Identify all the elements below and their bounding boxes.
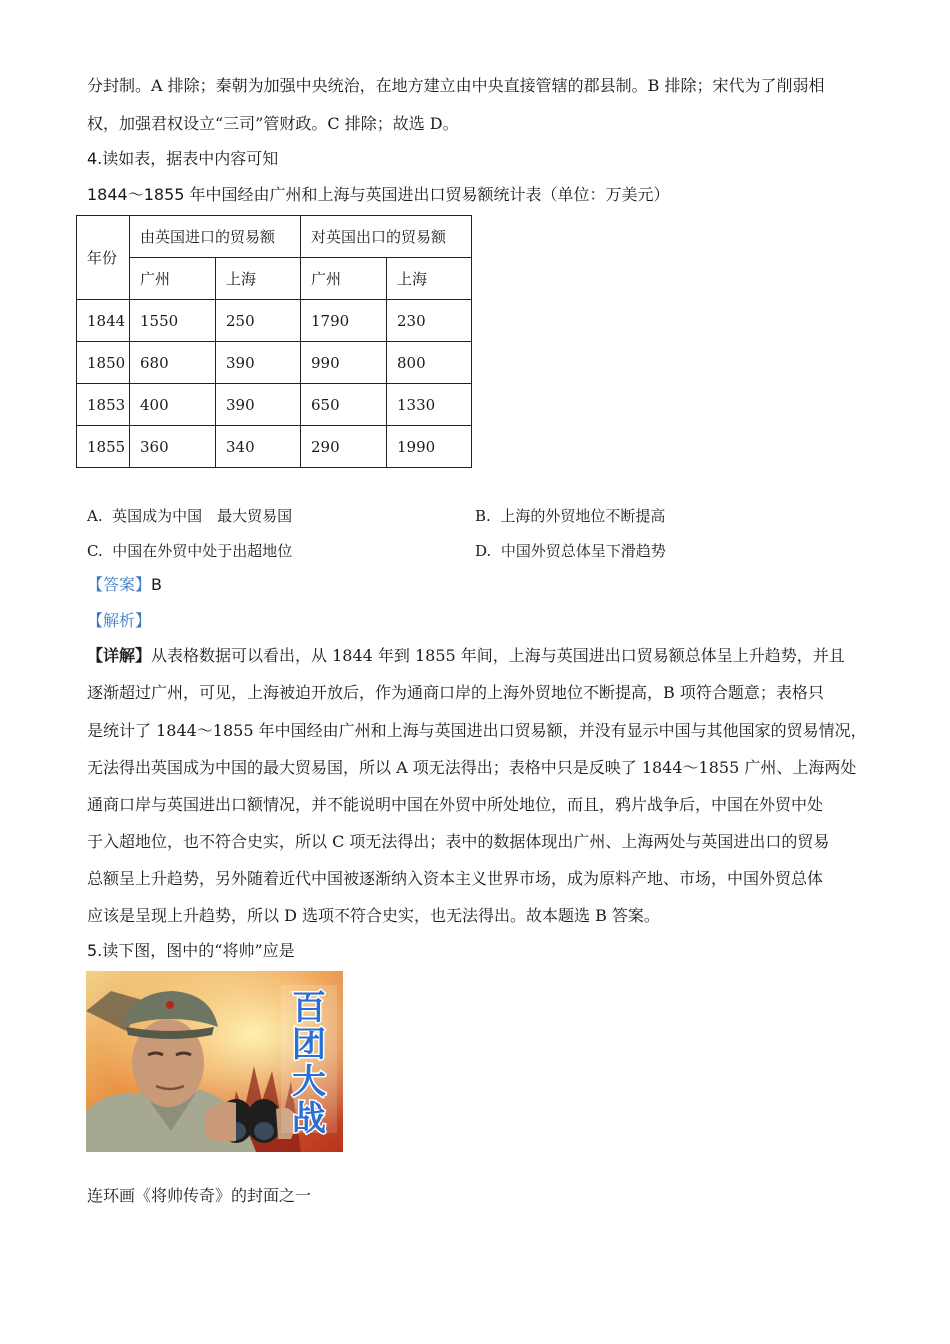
analysis-label: 【解析】: [87, 611, 152, 630]
table-cell: 680: [130, 342, 216, 384]
answer-line: [87, 574, 162, 596]
option-c-text: 中国在外贸中处于出超地位: [112, 542, 293, 560]
trade-table: [76, 215, 472, 468]
table-row: [77, 342, 472, 384]
option-c-letter: C.: [87, 542, 103, 560]
poster-title-char-3: 大: [292, 1062, 326, 1102]
poster-title-char-2: 团: [292, 1025, 326, 1065]
header-year: 年份: [77, 216, 130, 300]
option-b-text: 上海的外贸地位不断提高: [500, 507, 666, 525]
subheader-cell: 广州: [301, 258, 387, 300]
table-cell: 1850: [77, 342, 130, 384]
poster-title-char-4: 战: [292, 1099, 326, 1139]
question-number: 4.: [87, 149, 103, 168]
option-a-letter: A.: [87, 507, 103, 525]
table-subheader-row: [77, 258, 472, 300]
question-4-heading: [87, 148, 278, 170]
table-row: [77, 384, 472, 426]
table-cell: 340: [216, 426, 301, 468]
intro-line-1: 分封制。A 排除；秦朝为加强中央统治，在地方建立由中央直接管辖的郡县制。B 排除；宋代为了削弱相: [87, 76, 825, 95]
option-c: [87, 540, 292, 562]
table-cell: 390: [216, 384, 301, 426]
image-caption: 连环画《将帅传奇》的封面之一: [87, 1186, 312, 1205]
detail-line: 是统计了 1844～1855 年中国经由广州和上海与英国进出口贸易额，并没有显示中国与其他国家的贸易情况，: [87, 721, 867, 740]
poster-title-char-1: 百: [292, 988, 326, 1028]
table-title: [87, 184, 670, 206]
subheader-cell: 广州: [130, 258, 216, 300]
comic-cover-image: [86, 971, 343, 1152]
subheader-cell: 上海: [216, 258, 301, 300]
table-title-years: 1844～1855: [87, 185, 185, 204]
detail-line: 于入超地位，也不符合史实，所以 C 项无法得出；表中的数据体现出广州、上海两处与英国进出口的贸易: [87, 832, 830, 851]
option-b: [475, 505, 665, 527]
table-cell: 650: [301, 384, 387, 426]
table-cell: 360: [130, 426, 216, 468]
table-cell: 1990: [387, 426, 472, 468]
detail-text: 从表格数据可以看出，从 1844 年到 1855 年间，上海与英国进出口贸易额总体呈上升趋势，并且: [151, 646, 845, 665]
option-a: [87, 505, 292, 527]
table-row: [77, 426, 472, 468]
table-cell: 1330: [387, 384, 472, 426]
question-stem: 读下图，图中的“将帅”应是: [102, 941, 295, 960]
option-d: [475, 540, 666, 562]
detail-line: 通商口岸与英国进出口额情况，并不能说明中国在外贸中所处地位，而且，鸦片战争后，中国在外贸中处: [87, 795, 824, 814]
detail-line: 逐渐超过广州，可见，上海被迫开放后，作为通商口岸的上海外贸地位不断提高，B 项符合题意；表格只: [87, 683, 824, 702]
table-cell: 1855: [77, 426, 130, 468]
table-cell: 1844: [77, 300, 130, 342]
detail-line: 无法得出英国成为中国的最大贸易国，所以 A 项无法得出；表格中只是反映了 1844～1855 广州、上海两处: [87, 758, 857, 777]
table-cell: 250: [216, 300, 301, 342]
table-cell: 290: [301, 426, 387, 468]
answer-value: B: [151, 575, 162, 594]
table-cell: 390: [216, 342, 301, 384]
table-row: [77, 300, 472, 342]
answer-label: 【答案】: [87, 575, 152, 594]
table-cell: 1790: [301, 300, 387, 342]
question-number: 5.: [87, 941, 103, 960]
table-cell: 990: [301, 342, 387, 384]
detail-label: 【详解】: [87, 646, 152, 665]
option-b-letter: B.: [475, 507, 491, 525]
table-cell: 800: [387, 342, 472, 384]
table-cell: 230: [387, 300, 472, 342]
question-stem: 读如表，据表中内容可知: [102, 149, 279, 168]
detail-line: 总额呈上升趋势，另外随着近代中国被逐渐纳入资本主义世界市场，成为原料产地、市场，中国外贸总体: [87, 869, 824, 888]
option-a-text: 英国成为中国 最大贸易国: [112, 507, 293, 525]
option-d-letter: D.: [475, 542, 492, 560]
option-d-text: 中国外贸总体呈下滑趋势: [500, 542, 666, 560]
intro-line-2: 权，加强君权设立“三司”管财政。C 排除；故选 D。: [87, 114, 459, 133]
table-title-text: 年中国经由广州和上海与英国进出口贸易额统计表（单位：万美元）: [184, 185, 670, 204]
header-import: 由英国进口的贸易额: [130, 216, 301, 258]
table-header-row: [77, 216, 472, 258]
detail-line: 应该是呈现上升趋势，所以 D 选项不符合史实，也无法得出。故本题选 B 答案。: [87, 906, 660, 925]
subheader-cell: 上海: [387, 258, 472, 300]
table-cell: 400: [130, 384, 216, 426]
table-cell: 1550: [130, 300, 216, 342]
header-export: 对英国出口的贸易额: [301, 216, 472, 258]
table-cell: 1853: [77, 384, 130, 426]
analysis-line: [87, 610, 151, 632]
detail-line: [87, 645, 845, 667]
question-5-heading: [87, 940, 295, 962]
